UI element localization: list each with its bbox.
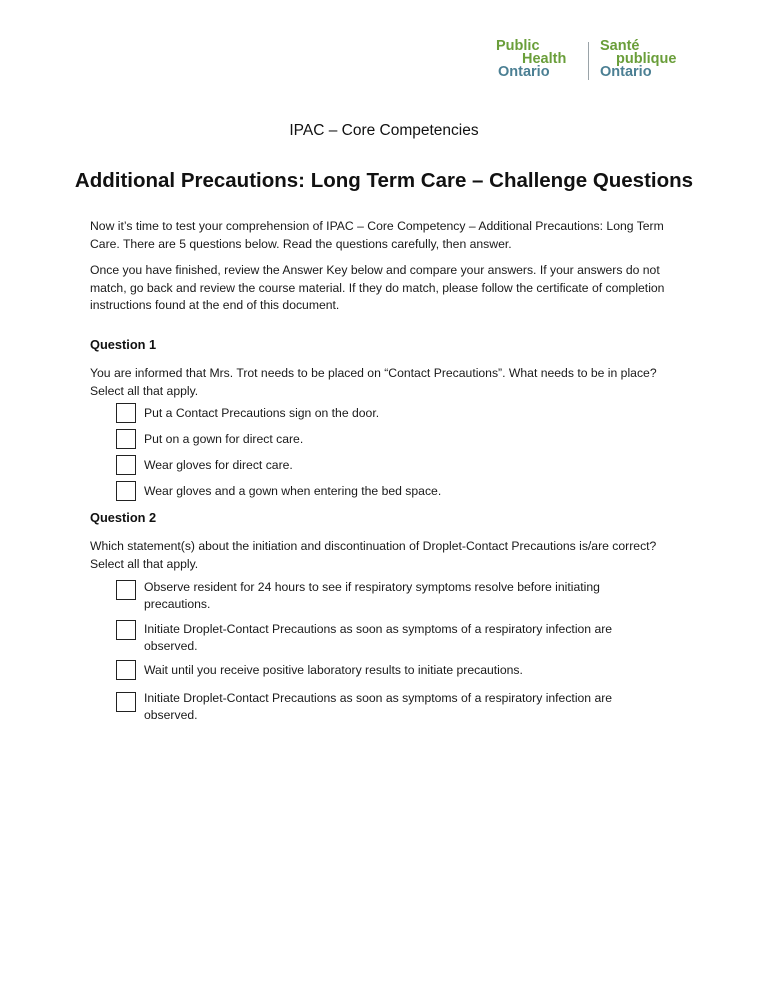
option-label: Wait until you receive positive laboratory results to initiate precautions. xyxy=(144,663,523,677)
question-1-option-4[interactable] xyxy=(116,481,676,503)
question-2-prompt: Which statement(s) about the initiation and discontinuation of Droplet-Contact Precautions is/are correct? Select all that apply. xyxy=(90,539,657,571)
logo-en-line3: Ontario xyxy=(498,64,550,80)
option-label: Wear gloves for direct care. xyxy=(144,458,293,472)
question-2-option-4[interactable] xyxy=(116,688,676,722)
checkbox[interactable] xyxy=(116,455,136,475)
checkbox[interactable] xyxy=(116,620,136,640)
checkbox[interactable] xyxy=(116,580,136,600)
intro-paragraph-2: Once you have finished, review the Answer Key below and compare your answers. If your answers do not match, go back and review the course material. If they do match, please follow the certificate of completion instructions found at the end of this document. xyxy=(90,263,665,312)
option-label: Put a Contact Precautions sign on the door. xyxy=(144,406,380,420)
question-2-option-3[interactable] xyxy=(116,660,676,682)
question-1-prompt: You are informed that Mrs. Trot needs to be placed on “Contact Precautions”. What needs to be in place? Select all that apply. xyxy=(90,366,657,398)
option-label: Observe resident for 24 hours to see if respiratory symptoms resolve before initiating precautions. xyxy=(144,580,600,611)
option-label: Initiate Droplet-Contact Precautions as soon as symptoms of a respiratory infection are observed. xyxy=(144,622,613,653)
document-subtitle: IPAC – Core Competencies xyxy=(289,122,479,139)
question-2-heading: Question 2 xyxy=(90,510,157,525)
question-1-option-2[interactable] xyxy=(116,429,676,451)
option-label: Wear gloves and a gown when entering the bed space. xyxy=(144,484,442,498)
logo-french xyxy=(600,40,676,79)
intro-paragraph-1: Now it’s time to test your comprehension of IPAC – Core Competency – Additional Precautions: Long Term Care. There are 5 questions below. Read the questions carefully, then answer. xyxy=(90,219,664,251)
question-2-option-2[interactable] xyxy=(116,619,676,653)
document-title: Additional Precautions: Long Term Care – Challenge Questions xyxy=(74,169,694,192)
logo-fr-line1: Santé xyxy=(600,38,640,54)
checkbox[interactable] xyxy=(116,692,136,712)
logo-english xyxy=(496,40,566,79)
logo-fr-line3: Ontario xyxy=(600,64,652,80)
checkbox[interactable] xyxy=(116,403,136,423)
question-1-option-1[interactable] xyxy=(116,403,676,425)
logo-fr-line2: publique xyxy=(616,51,677,67)
logo-en-line1: Public xyxy=(496,38,540,54)
checkbox[interactable] xyxy=(116,429,136,449)
checkbox[interactable] xyxy=(116,481,136,501)
option-label: Put on a gown for direct care. xyxy=(144,432,304,446)
question-1-heading: Question 1 xyxy=(90,337,157,352)
checkbox[interactable] xyxy=(116,660,136,680)
question-1-option-3[interactable] xyxy=(116,455,676,477)
option-label: Initiate Droplet-Contact Precautions as soon as symptoms of a respiratory infection are observed. xyxy=(144,691,613,722)
logo-en-line2: Health xyxy=(522,51,567,67)
question-2-option-1[interactable] xyxy=(116,577,676,611)
public-health-ontario-logo xyxy=(496,40,686,84)
logo-divider xyxy=(588,42,589,80)
